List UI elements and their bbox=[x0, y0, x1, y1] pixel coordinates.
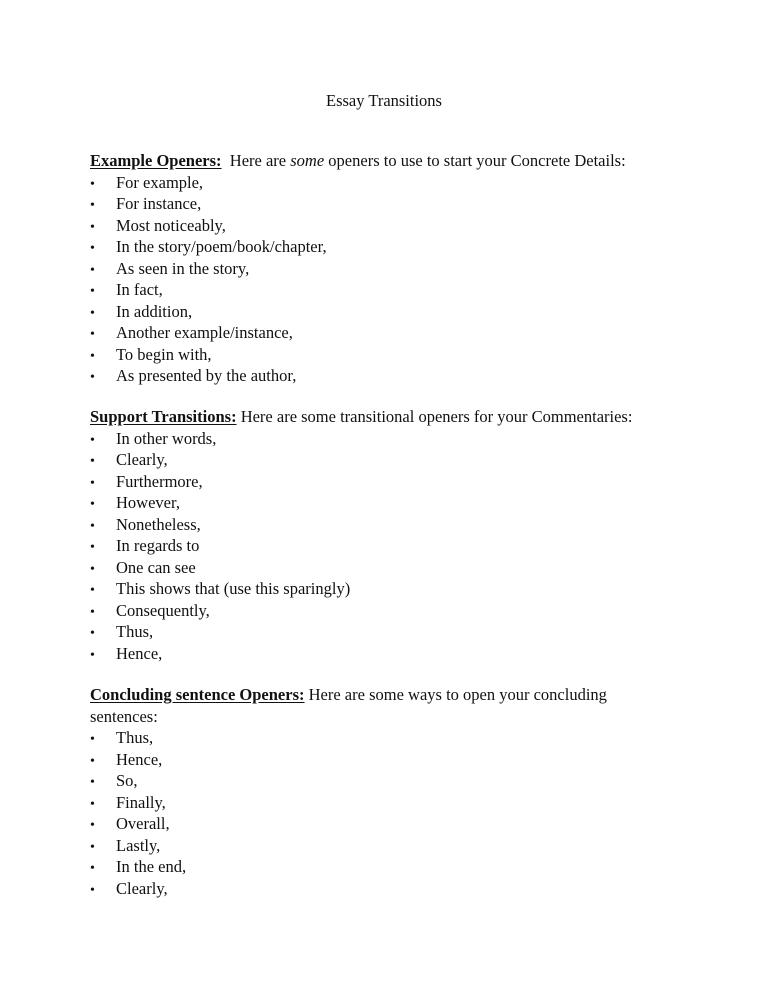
bullet-icon bbox=[90, 215, 100, 239]
list-item bbox=[90, 236, 690, 258]
list-item-text: Hence, bbox=[116, 749, 163, 769]
bullet-icon bbox=[90, 557, 100, 581]
list-item bbox=[90, 492, 690, 514]
bullet-icon bbox=[90, 749, 100, 773]
bullet-list bbox=[90, 727, 690, 899]
bullet-list bbox=[90, 428, 690, 665]
list-item-text: Clearly, bbox=[116, 878, 168, 898]
list-item-text: In regards to bbox=[116, 536, 200, 555]
list-item-text: Clearly, bbox=[116, 450, 168, 469]
list-item-text: In other words, bbox=[116, 428, 217, 448]
section-heading: Example Openers: bbox=[90, 151, 222, 170]
bullet-icon bbox=[90, 258, 100, 282]
intro-text: Here are bbox=[221, 151, 291, 170]
bullet-icon bbox=[90, 492, 100, 516]
list-item bbox=[90, 792, 690, 814]
list-item-text: Nonetheless, bbox=[116, 514, 201, 534]
bullet-icon bbox=[90, 813, 100, 837]
list-item bbox=[90, 344, 690, 366]
bullet-icon bbox=[90, 856, 100, 880]
list-item-text: For instance, bbox=[116, 194, 202, 213]
list-item-text: Consequently, bbox=[116, 600, 210, 620]
list-item-text: In the end, bbox=[116, 857, 187, 876]
section-concluding-openers bbox=[90, 684, 690, 899]
bullet-icon bbox=[90, 172, 100, 196]
intro-emphasis: some bbox=[290, 151, 325, 170]
page-title: Essay Transitions bbox=[326, 91, 442, 110]
bullet-icon bbox=[90, 449, 100, 473]
bullet-icon bbox=[90, 878, 100, 902]
list-item bbox=[90, 449, 690, 471]
list-item-text: Furthermore, bbox=[116, 471, 203, 491]
bullet-icon bbox=[90, 428, 100, 452]
bullet-icon bbox=[90, 535, 100, 559]
list-item bbox=[90, 322, 690, 344]
list-item-text: For example, bbox=[116, 172, 204, 192]
list-item-text: This shows that (use this sparingly) bbox=[116, 579, 351, 598]
bullet-list bbox=[90, 172, 690, 387]
list-item-text: Another example/instance, bbox=[116, 323, 293, 342]
list-item bbox=[90, 770, 690, 792]
list-item bbox=[90, 835, 690, 857]
bullet-icon bbox=[90, 621, 100, 645]
bullet-icon bbox=[90, 727, 100, 751]
list-item-text: So, bbox=[116, 771, 138, 790]
list-item bbox=[90, 365, 690, 387]
list-item-text: Finally, bbox=[116, 792, 166, 812]
list-item bbox=[90, 578, 690, 600]
list-item-text: In fact, bbox=[116, 280, 163, 299]
list-item bbox=[90, 514, 690, 536]
list-item bbox=[90, 215, 690, 237]
bullet-icon bbox=[90, 471, 100, 495]
section-intro bbox=[90, 406, 690, 428]
list-item bbox=[90, 172, 690, 194]
list-item-text: As seen in the story, bbox=[116, 258, 250, 278]
bullet-icon bbox=[90, 770, 100, 794]
list-item bbox=[90, 600, 690, 622]
list-item-text: However, bbox=[116, 493, 180, 512]
bullet-icon bbox=[90, 193, 100, 217]
section-example-openers bbox=[90, 150, 690, 387]
list-item bbox=[90, 727, 690, 749]
list-item bbox=[90, 258, 690, 280]
bullet-icon bbox=[90, 835, 100, 859]
bullet-icon bbox=[90, 792, 100, 816]
list-item-text: One can see bbox=[116, 557, 196, 577]
bullet-icon bbox=[90, 322, 100, 346]
section-intro bbox=[90, 150, 690, 172]
list-item bbox=[90, 621, 690, 643]
bullet-icon bbox=[90, 514, 100, 538]
list-item bbox=[90, 643, 690, 665]
list-item-text: Thus, bbox=[116, 622, 154, 641]
section-support-transitions bbox=[90, 406, 690, 664]
list-item-text: In the story/poem/book/chapter, bbox=[116, 237, 327, 256]
bullet-icon bbox=[90, 643, 100, 667]
bullet-icon bbox=[90, 344, 100, 368]
list-item bbox=[90, 428, 690, 450]
list-item bbox=[90, 856, 690, 878]
list-item bbox=[90, 557, 690, 579]
list-item-text: Lastly, bbox=[116, 835, 161, 855]
list-item-text: To begin with, bbox=[116, 344, 212, 364]
bullet-icon bbox=[90, 600, 100, 624]
list-item bbox=[90, 878, 690, 900]
list-item-text: Hence, bbox=[116, 643, 163, 663]
bullet-icon bbox=[90, 236, 100, 260]
section-heading: Concluding sentence Openers: bbox=[90, 685, 305, 704]
list-item-text: Most noticeably, bbox=[116, 215, 226, 235]
list-item-text: Thus, bbox=[116, 728, 154, 747]
list-item bbox=[90, 813, 690, 835]
list-item bbox=[90, 535, 690, 557]
intro-text: Here are some transitional openers for your Commentaries: bbox=[236, 407, 633, 426]
intro-text: Here are some ways to open your concluding sentences: bbox=[90, 685, 607, 726]
list-item bbox=[90, 301, 690, 323]
list-item bbox=[90, 471, 690, 493]
intro-text-rest: openers to use to start your Concrete Details: bbox=[324, 151, 626, 170]
section-intro bbox=[90, 684, 650, 727]
bullet-icon bbox=[90, 578, 100, 602]
bullet-icon bbox=[90, 301, 100, 325]
list-item bbox=[90, 279, 690, 301]
bullet-icon bbox=[90, 365, 100, 389]
list-item-text: As presented by the author, bbox=[116, 366, 297, 385]
section-heading: Support Transitions: bbox=[90, 407, 237, 426]
list-item bbox=[90, 193, 690, 215]
list-item-text: In addition, bbox=[116, 301, 193, 321]
list-item bbox=[90, 749, 690, 771]
list-item-text: Overall, bbox=[116, 814, 170, 833]
bullet-icon bbox=[90, 279, 100, 303]
